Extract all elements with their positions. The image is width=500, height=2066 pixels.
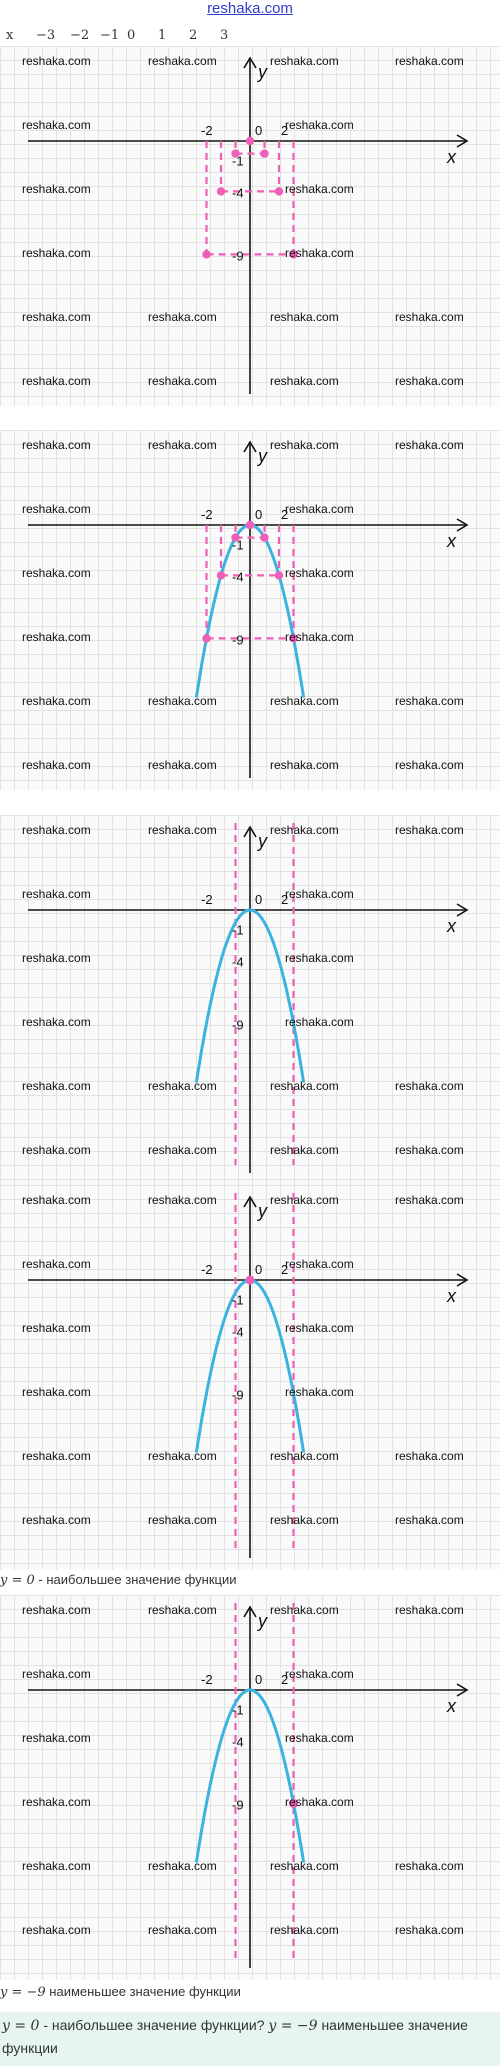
- x-tick-label: 0: [255, 1262, 263, 1277]
- watermark: reshaka.com: [270, 758, 339, 772]
- coordinate-plane: [0, 46, 500, 406]
- watermark: reshaka.com: [22, 118, 91, 132]
- watermark: reshaka.com: [395, 1513, 464, 1527]
- watermark: reshaka.com: [285, 887, 354, 901]
- x-tick-label: -2: [201, 1262, 213, 1277]
- x-value: 1: [158, 28, 167, 43]
- function-point: [246, 137, 254, 145]
- watermark: reshaka.com: [395, 1079, 464, 1093]
- watermark: reshaka.com: [285, 502, 354, 516]
- answer-max-math: y = 0: [2, 2018, 40, 2034]
- watermark: reshaka.com: [22, 54, 91, 68]
- watermark: reshaka.com: [148, 1193, 217, 1207]
- watermark: reshaka.com: [22, 566, 91, 580]
- y-axis-label: y: [258, 1201, 267, 1221]
- watermark: reshaka.com: [395, 374, 464, 388]
- x-axis-label: x: [447, 531, 456, 551]
- watermark: reshaka.com: [148, 1923, 217, 1937]
- x-value: −1: [100, 28, 120, 43]
- function-point: [217, 571, 225, 579]
- caption-max-math: y = 0: [0, 1573, 35, 1588]
- watermark: reshaka.com: [148, 1449, 217, 1463]
- watermark: reshaka.com: [270, 1193, 339, 1207]
- watermark: reshaka.com: [395, 1603, 464, 1617]
- watermark: reshaka.com: [22, 951, 91, 965]
- y-tick-label: -9: [232, 632, 244, 648]
- watermark: reshaka.com: [148, 758, 217, 772]
- y-axis-label: y: [258, 62, 267, 82]
- watermark: reshaka.com: [285, 1795, 354, 1809]
- y-axis-label: y: [258, 1611, 267, 1631]
- x-tick-label: 0: [255, 1672, 263, 1687]
- watermark: reshaka.com: [270, 694, 339, 708]
- watermark: reshaka.com: [285, 246, 354, 260]
- watermark: reshaka.com: [148, 438, 217, 452]
- x-values-row: [0, 24, 500, 46]
- y-tick-label: -1: [232, 1702, 244, 1718]
- watermark: reshaka.com: [148, 694, 217, 708]
- x-axis-label: x: [447, 1696, 456, 1716]
- answer-max-text: - наибольшее значение функции?: [39, 2017, 269, 2033]
- caption-max-text: - наибольшее значение функции: [34, 1572, 237, 1587]
- watermark: reshaka.com: [22, 438, 91, 452]
- x-axis-label: x: [447, 916, 456, 936]
- y-tick-label: -9: [232, 1797, 244, 1813]
- watermark: reshaka.com: [22, 374, 91, 388]
- x-tick-label: 2: [281, 507, 289, 522]
- watermark: reshaka.com: [270, 374, 339, 388]
- y-tick-label: -4: [232, 185, 244, 201]
- watermark: reshaka.com: [22, 1193, 91, 1207]
- function-point: [260, 533, 268, 541]
- watermark: reshaka.com: [22, 1321, 91, 1335]
- watermark: reshaka.com: [395, 1143, 464, 1157]
- watermark: reshaka.com: [22, 1859, 91, 1873]
- watermark: reshaka.com: [22, 1795, 91, 1809]
- watermark: reshaka.com: [22, 1731, 91, 1745]
- coordinate-plane: [0, 815, 500, 1185]
- watermark: reshaka.com: [22, 1079, 91, 1093]
- caption-min-text: наименьшее значение функции: [45, 1984, 241, 1999]
- watermark: reshaka.com: [22, 1257, 91, 1271]
- y-tick-label: -1: [232, 922, 244, 938]
- y-tick-label: -9: [232, 248, 244, 264]
- watermark: reshaka.com: [148, 374, 217, 388]
- watermark: reshaka.com: [22, 823, 91, 837]
- graph-panel-points: [0, 46, 500, 406]
- answer-min-math: y = −9: [268, 2018, 318, 2034]
- y-tick-label: -4: [232, 1734, 244, 1750]
- watermark: reshaka.com: [395, 54, 464, 68]
- y-tick-label: -1: [232, 1292, 244, 1308]
- watermark: reshaka.com: [22, 1667, 91, 1681]
- watermark: reshaka.com: [285, 118, 354, 132]
- y-tick-label: -4: [232, 954, 244, 970]
- x-tick-label: 0: [255, 892, 263, 907]
- watermark: reshaka.com: [22, 1143, 91, 1157]
- y-tick-label: -9: [232, 1017, 244, 1033]
- x-value: 2: [189, 28, 198, 43]
- x-tick-label: 0: [255, 123, 263, 138]
- watermark: reshaka.com: [22, 758, 91, 772]
- graph-panel-interval: [0, 815, 500, 1185]
- watermark: reshaka.com: [22, 246, 91, 260]
- x-axis-label: x: [447, 147, 456, 167]
- watermark: reshaka.com: [285, 1015, 354, 1029]
- answer-min-text: наименьшее значение функции: [2, 2017, 468, 2056]
- watermark: reshaka.com: [22, 1449, 91, 1463]
- watermark: reshaka.com: [148, 823, 217, 837]
- x-row-label: x: [6, 28, 14, 43]
- y-tick-label: -9: [232, 1387, 244, 1403]
- watermark: reshaka.com: [22, 630, 91, 644]
- caption-max: [0, 1572, 500, 1592]
- watermark: reshaka.com: [270, 438, 339, 452]
- watermark: reshaka.com: [395, 758, 464, 772]
- watermark: reshaka.com: [285, 1731, 354, 1745]
- function-point: [246, 521, 254, 529]
- x-tick-label: -2: [201, 892, 213, 907]
- watermark: reshaka.com: [270, 1859, 339, 1873]
- watermark: reshaka.com: [148, 310, 217, 324]
- x-tick-label: 2: [281, 123, 289, 138]
- watermark: reshaka.com: [395, 1859, 464, 1873]
- watermark: reshaka.com: [285, 182, 354, 196]
- x-tick-label: 0: [255, 507, 263, 522]
- watermark: reshaka.com: [285, 566, 354, 580]
- function-point: [275, 571, 283, 579]
- y-tick-label: -4: [232, 1324, 244, 1340]
- watermark: reshaka.com: [148, 1513, 217, 1527]
- watermark: reshaka.com: [22, 182, 91, 196]
- watermark: reshaka.com: [395, 1193, 464, 1207]
- watermark: reshaka.com: [270, 823, 339, 837]
- watermark: reshaka.com: [270, 1449, 339, 1463]
- watermark: reshaka.com: [22, 502, 91, 516]
- watermark: reshaka.com: [285, 1257, 354, 1271]
- site-title-link[interactable]: reshaka.com: [207, 0, 293, 17]
- y-axis-label: y: [258, 831, 267, 851]
- function-point: [202, 634, 210, 642]
- y-tick-label: -1: [232, 537, 244, 553]
- x-tick-label: 2: [281, 1672, 289, 1687]
- watermark: reshaka.com: [395, 694, 464, 708]
- x-tick-label: -2: [201, 507, 213, 522]
- watermark: reshaka.com: [22, 1015, 91, 1029]
- watermark: reshaka.com: [395, 823, 464, 837]
- function-point: [202, 250, 210, 258]
- caption-min-math: y = −9: [0, 1985, 46, 2000]
- watermark: reshaka.com: [270, 1603, 339, 1617]
- watermark: reshaka.com: [285, 1667, 354, 1681]
- y-tick-label: -4: [232, 569, 244, 585]
- x-value: −3: [36, 28, 56, 43]
- answer-box: [0, 2012, 500, 2066]
- watermark: reshaka.com: [395, 310, 464, 324]
- watermark: reshaka.com: [285, 630, 354, 644]
- x-tick-label: 2: [281, 1262, 289, 1277]
- watermark: reshaka.com: [148, 1859, 217, 1873]
- x-value: 0: [127, 28, 136, 43]
- watermark: reshaka.com: [285, 1321, 354, 1335]
- x-value: 3: [220, 28, 229, 43]
- watermark: reshaka.com: [22, 1923, 91, 1937]
- function-point: [260, 149, 268, 157]
- watermark: reshaka.com: [148, 1603, 217, 1617]
- max-point: [246, 1276, 255, 1285]
- watermark: reshaka.com: [148, 1079, 217, 1093]
- function-point: [217, 187, 225, 195]
- watermark: reshaka.com: [395, 1923, 464, 1937]
- watermark: reshaka.com: [270, 310, 339, 324]
- graph-panel-max: [0, 1185, 500, 1570]
- x-value: −2: [70, 28, 90, 43]
- watermark: reshaka.com: [22, 694, 91, 708]
- watermark: reshaka.com: [22, 1603, 91, 1617]
- caption-min: [0, 1984, 500, 2004]
- watermark: reshaka.com: [148, 1143, 217, 1157]
- watermark: reshaka.com: [395, 438, 464, 452]
- coordinate-plane: [0, 430, 500, 790]
- function-point: [275, 187, 283, 195]
- x-axis-label: x: [447, 1286, 456, 1306]
- watermark: reshaka.com: [22, 887, 91, 901]
- y-tick-label: -1: [232, 153, 244, 169]
- watermark: reshaka.com: [148, 54, 217, 68]
- graph-panel-min: [0, 1595, 500, 1980]
- watermark: reshaka.com: [395, 1449, 464, 1463]
- graph-panel-parabola: [0, 430, 500, 790]
- watermark: reshaka.com: [270, 1143, 339, 1157]
- x-tick-label: -2: [201, 123, 213, 138]
- x-tick-label: -2: [201, 1672, 213, 1687]
- watermark: reshaka.com: [22, 1513, 91, 1527]
- x-tick-label: 2: [281, 892, 289, 907]
- watermark: reshaka.com: [270, 1923, 339, 1937]
- watermark: reshaka.com: [285, 1385, 354, 1399]
- watermark: reshaka.com: [22, 310, 91, 324]
- watermark: reshaka.com: [270, 1513, 339, 1527]
- watermark: reshaka.com: [270, 1079, 339, 1093]
- watermark: reshaka.com: [22, 1385, 91, 1399]
- y-axis-label: y: [258, 446, 267, 466]
- watermark: reshaka.com: [285, 951, 354, 965]
- watermark: reshaka.com: [270, 54, 339, 68]
